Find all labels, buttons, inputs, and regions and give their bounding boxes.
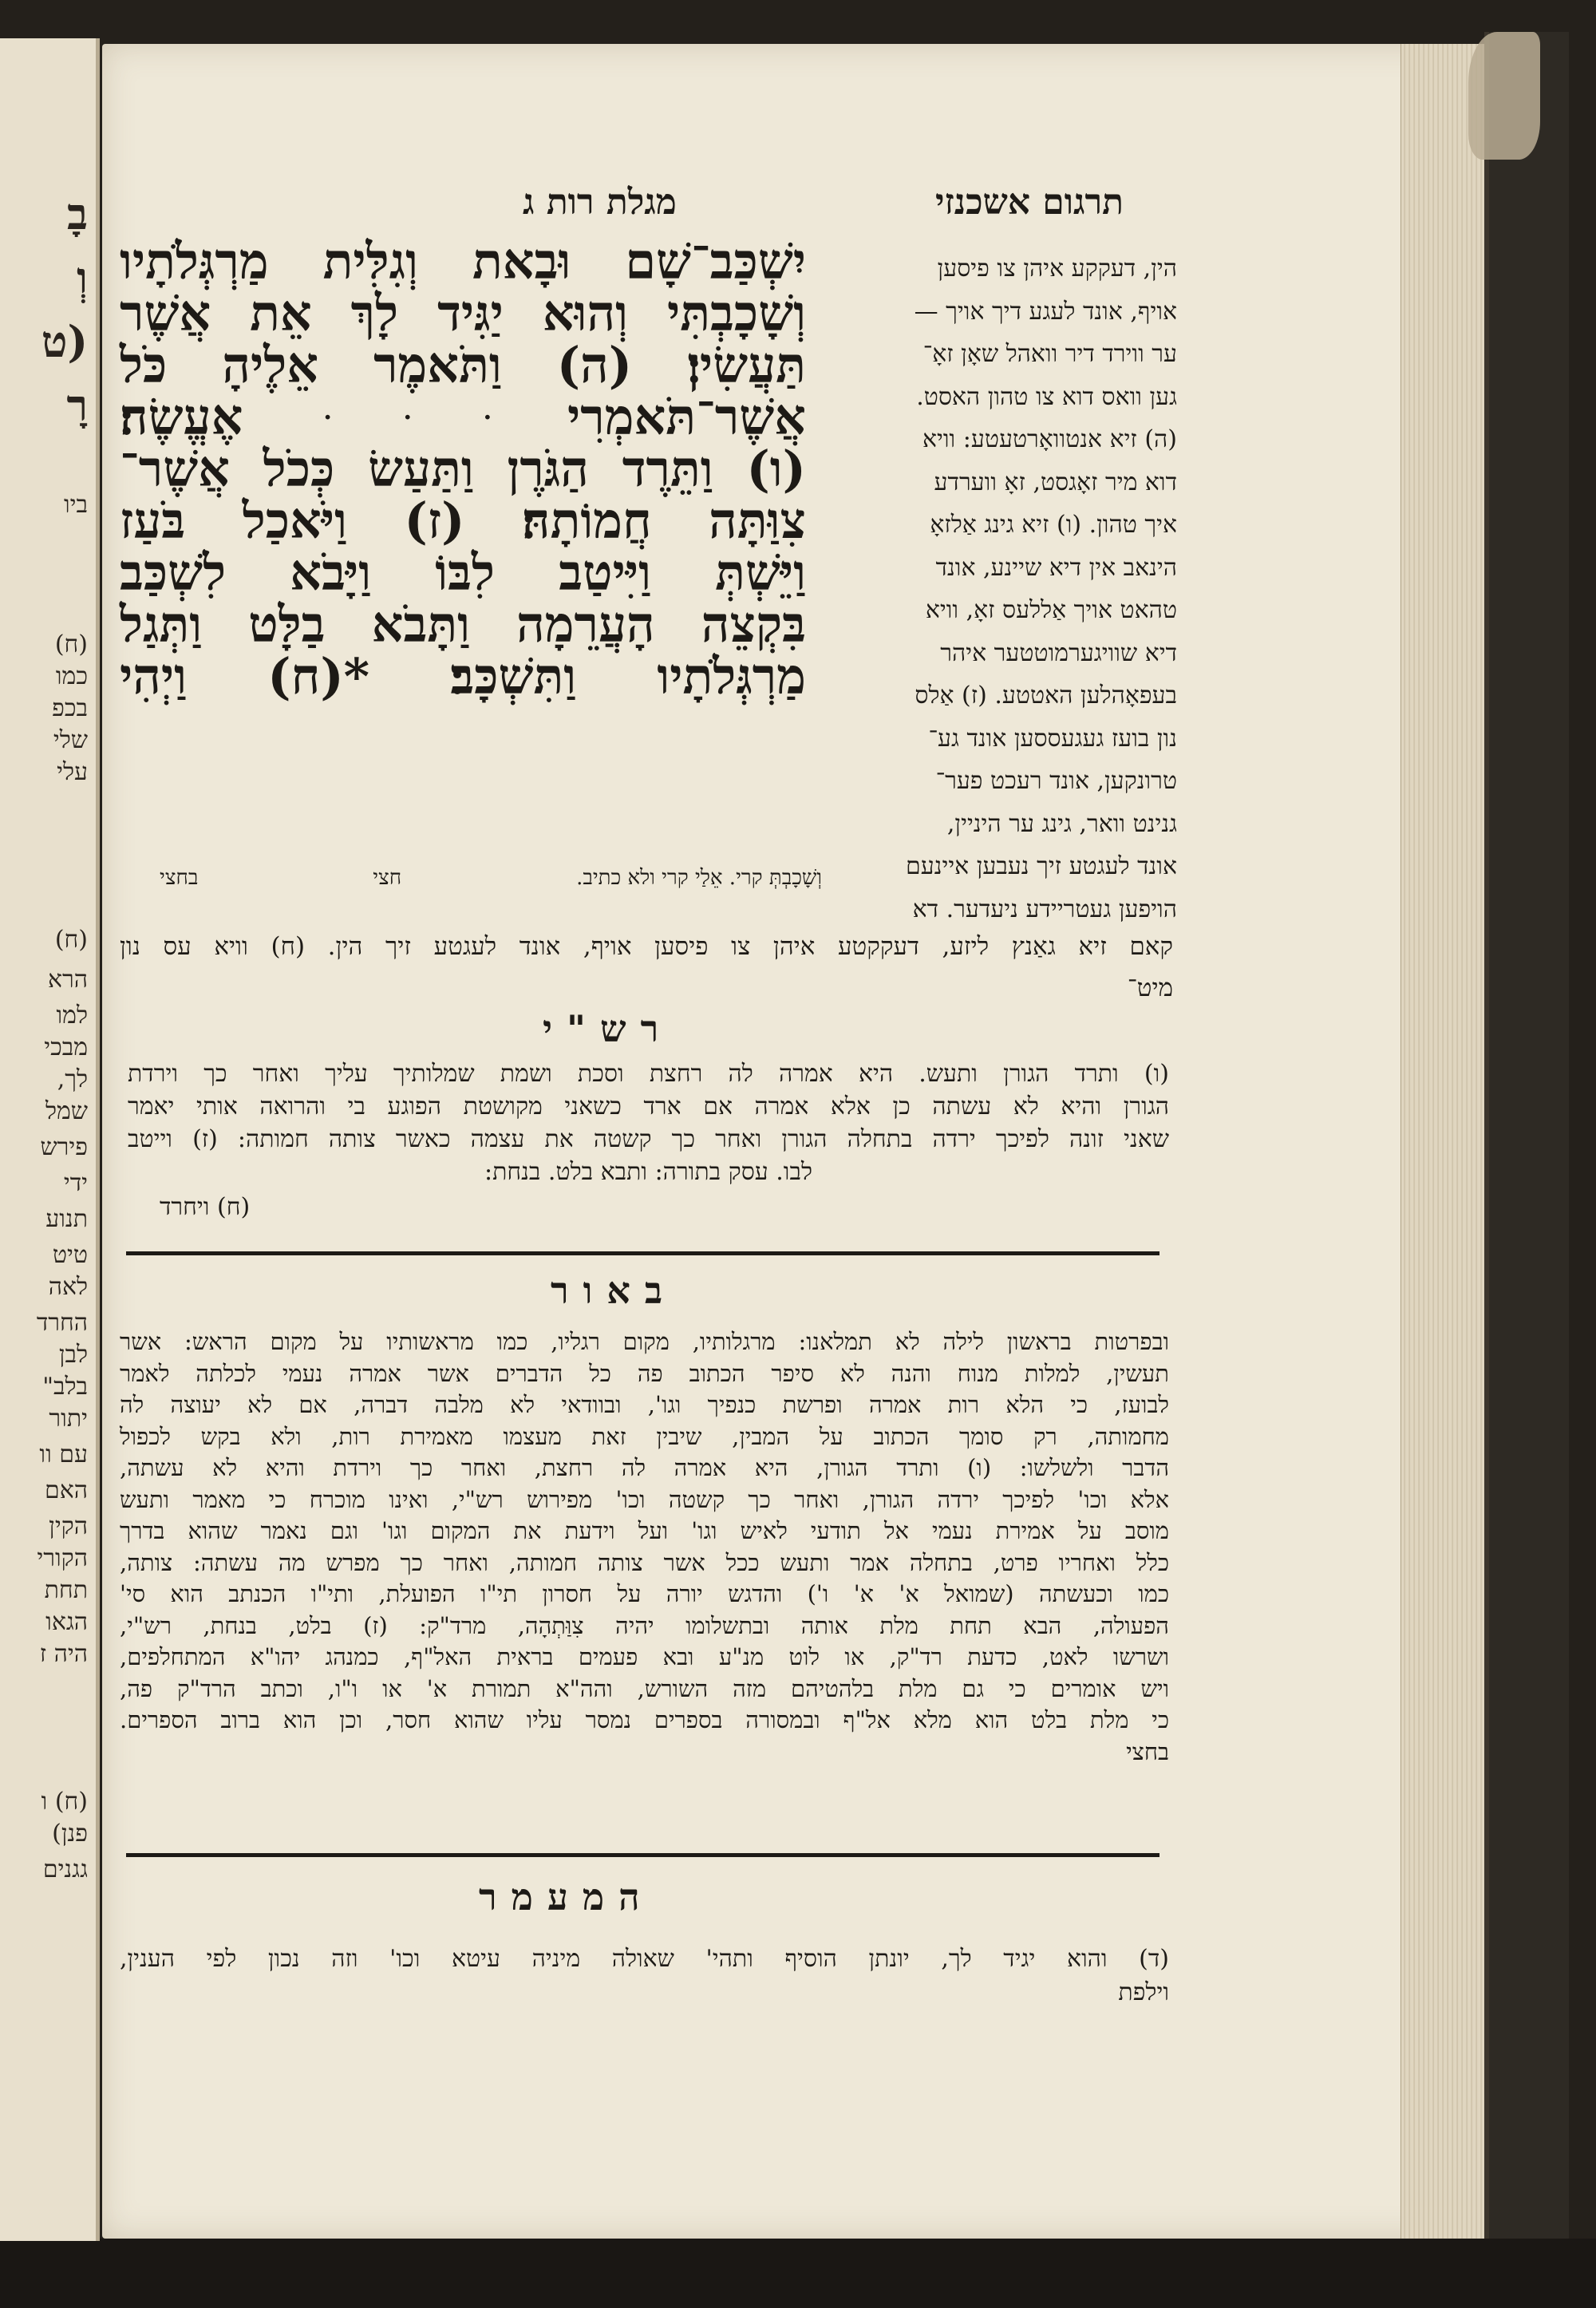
targum-line: (ה) זיא אנטוואָרטעטע: וויא bbox=[922, 425, 1177, 453]
beur-line: כמו וכעשתה (שמואל א' א' ו') והדגש יורה על חסרון תי"ו הפועלת, ותי"ו הכנתב הוא סי' bbox=[120, 1580, 1169, 1607]
running-header-targum: תרגום אשכנזי bbox=[934, 182, 1124, 223]
beur-line: לבועז, כי הלא רות אמרה ופרשת כנפיך וגו', ובוודאי לא מלבה דברה, אם לא יעוצה לה bbox=[120, 1391, 1169, 1418]
targum-line: הין, דעקקע איהן צו פיסען bbox=[937, 255, 1177, 283]
verse-line: (ו) וַתֵּרֶד הַגֹּרֶן וַתַּעַשׂ כְּכֹל אֲשֶׁר־ bbox=[120, 440, 806, 498]
left-page-text-fragment: הרא bbox=[48, 966, 88, 994]
worn-corner bbox=[1468, 32, 1540, 160]
left-page-text-fragment: רָ bbox=[66, 380, 88, 431]
rashi-commentary bbox=[128, 1057, 1169, 1188]
left-page-text-fragment: לך, bbox=[57, 1065, 88, 1093]
verse-line: אֲשֶׁר־תֹּאמְרִי ּ ּ ּ אֶעֱשֶׂה׃ bbox=[120, 388, 806, 446]
rashi-line: הגורן והיא לא עשתה כן אלא אמרה אם ארד כשאני מקושטת הפוגע בי והרואה אותי יאמר bbox=[128, 1093, 1169, 1120]
left-page-text-fragment: בלב" bbox=[42, 1373, 88, 1401]
rashi-line: לבו. עסק בתורה: ותבא בלט. בנחת: bbox=[484, 1158, 812, 1186]
targum-line: בעפאָהלען האטטע. (ז) אַלס bbox=[915, 682, 1177, 709]
beur-line: ויש אומרים כי גם מלת בלהטיהם מזה השורש, והה"א תמורת א' או ו"ו, וכתב הרד"ק פה, bbox=[120, 1674, 1169, 1702]
running-header-ruth: מגלת רות ג bbox=[523, 182, 677, 223]
targum-line: אויף, אונד לעגע דיך אויך — bbox=[914, 297, 1177, 326]
left-page-text-fragment: וְ bbox=[77, 252, 88, 303]
rashi-title: רש"י bbox=[543, 1007, 674, 1050]
left-page-text-fragment: עם וו bbox=[39, 1441, 88, 1468]
rashi-catchword: (ח) ויחרד bbox=[160, 1193, 251, 1221]
rashi-line: (ו) ותרד הגורן ותעש. היא אמרה לה רחצת וסכת ושמת שמלותיך עליך ואחר כך וירדת bbox=[128, 1060, 1169, 1088]
left-page-text-fragment: תחת bbox=[44, 1576, 88, 1604]
targum-continuation-line: קאם זיא גאַנץ ליזע, דעקקטע איהן צו פיסען אויף, אונד לעגטע זיך הין. (ח) וויא עס נון bbox=[120, 932, 1173, 961]
hamaamar-title: המעמר bbox=[479, 1875, 654, 1919]
catchword: בחצי bbox=[160, 866, 199, 890]
targum-line: גנינט וואר, גינג ער היניין, bbox=[946, 809, 1177, 838]
left-page-text-fragment: טיט bbox=[52, 1241, 88, 1269]
left-page-text-fragment: מבכי bbox=[44, 1033, 88, 1061]
left-page-fragment bbox=[0, 38, 100, 2241]
left-page-text-fragment: גגנים bbox=[42, 1855, 88, 1883]
targum-line: הינאב אין דיא שיינע, אונד bbox=[935, 553, 1177, 582]
page-fore-edge bbox=[1400, 44, 1485, 2239]
verse-line: יִשְׁכַּב־שָׁם וּבָאת וְגִלִּית מַרְגְּלֹתָיו bbox=[120, 232, 806, 290]
verse-line: מַרְגְּלֹתָיו וַתִּשְׁכָּב׃ *(ח) וַיְהִי bbox=[120, 647, 806, 705]
left-page-text-fragment: שמל bbox=[45, 1097, 88, 1125]
beur-line: אלא וכו' לפיכך ירדה הגורן, ואחר כך קשטה וכו' מפירוש רש"י, ואינו מוכרח כי מאמר ותעש bbox=[120, 1485, 1169, 1513]
targum-line: גען וואס דוא צו טהון האסט. bbox=[916, 382, 1177, 411]
section-divider bbox=[126, 1853, 1159, 1857]
verse-line: וְשָׁכָבְתִּי וְהוּא יַגִּיד לָךְ אֵת אֲשֶׁר bbox=[120, 284, 806, 342]
left-page-text-fragment: פירש bbox=[40, 1133, 88, 1161]
targum-continuation-line: מיט־ bbox=[1127, 974, 1173, 1002]
left-page-text-fragment: ביו bbox=[64, 491, 88, 519]
targum-line: נון בועז געגעססען אונד גע־ bbox=[928, 724, 1177, 753]
targum-line: דיא שוויגערמוטטער איהר bbox=[940, 638, 1177, 667]
verse-line: וַיֵּשְׁתְּ וַיִּיטַב לִבּוֹ וַיָּבֹא לִשְׁכַּב bbox=[120, 543, 806, 602]
left-page-text-fragment: עלי bbox=[57, 758, 88, 786]
beur-catchword: בחצי bbox=[1126, 1737, 1169, 1765]
hamaamar-line: (ד) והוא יגיד לך, יונתן הוסיף ותהי' שאולה מיניה עיטא וכו' וזה נכון לפי הענין, bbox=[120, 1945, 1169, 1973]
book-cover-edge bbox=[1484, 32, 1569, 2259]
beur-line: כלל ואחריו פרט, בתחלה אמר ותעש ככל אשר צותה חמותה, ואחר כך מפרש מה עשתה: צותה, bbox=[120, 1548, 1169, 1576]
biblical-text bbox=[120, 232, 806, 705]
left-page-text-fragment: האם bbox=[45, 1476, 88, 1504]
targum-continuation bbox=[120, 926, 1173, 1009]
left-page-text-fragment: הקין bbox=[49, 1512, 88, 1540]
left-page-text-fragment: (ח) bbox=[54, 926, 88, 954]
left-page-text-fragment: (ט bbox=[41, 316, 88, 367]
hamaamar-catchword: וילפת bbox=[1118, 1978, 1169, 2006]
rashi-line: שאני זונה לפיכך ירדה בתחלה הגורן ואחר כך קשטה את עצמה כאשר צותה חמותה: (ז) וייטב bbox=[128, 1125, 1169, 1153]
beur-line: הפעולה, הבא תחת מלת אותה ובתשלומו יהיה צִוַּתְהָה, מרד"ק: (ז) בלט, בנחת, רש"י, bbox=[120, 1611, 1169, 1639]
beur-line: מוסב על אמירת נעמי אל תודעי לאיש וגו' ועל וידעת את המקום וגו' וגם נאמר שהוא בדרך bbox=[120, 1517, 1169, 1544]
targum-line: טרונקען, אונד רעכט פער־ bbox=[935, 767, 1177, 795]
beur-line: הדבר ולשלשו: (ו) ותרד הגורן, היא אמרה לה רחצת, ואחר כך וירדת והיא לא עשתה, bbox=[120, 1454, 1169, 1481]
beur-line: מחמותה, רק סומך הכתוב על המבין, שיבין זאת מעצמו מאמירת רות, ולא בקש לכפול bbox=[120, 1422, 1169, 1450]
targum-line: אונד לעגטע זיך נעבען איינעם bbox=[906, 852, 1177, 880]
left-page-text-fragment: (ח) ו bbox=[41, 1788, 88, 1816]
targum-line: ער ווירד דיר וואהל שאָן זאָ־ bbox=[922, 340, 1177, 368]
left-page-text-fragment: בכפ bbox=[52, 694, 88, 722]
beur-line: ובפרטות בראשון לילה לא תמלאנו: מרגלותיו, מקום רגליו, כמו מראשותיו על מקום הראש: אשר bbox=[120, 1328, 1169, 1355]
kri-note: וְשָׁכָבְתְּ קרי. אֵלַי קרי ולא כתיב. bbox=[576, 866, 822, 890]
left-page-text-fragment: שלי bbox=[53, 726, 88, 754]
left-page-text-fragment: כמו bbox=[55, 662, 88, 690]
targum-line: איך טהון. (ו) זיא גינג אַלזאָ bbox=[930, 511, 1177, 539]
left-page-text-fragment: הקורי bbox=[37, 1544, 88, 1572]
left-page-text-fragment: הגאו bbox=[45, 1608, 88, 1636]
left-page-text-fragment: פנן) bbox=[52, 1820, 88, 1848]
left-page-text-fragment: למו bbox=[56, 1002, 88, 1030]
left-page-text-fragment: בָ bbox=[66, 188, 88, 239]
beur-title: באור bbox=[551, 1269, 678, 1312]
beur-commentary bbox=[120, 1326, 1169, 1768]
chatzi-note: חצי bbox=[373, 866, 402, 890]
verse-line: צִוַּתָּה חֲמוֹתָהּ׃ (ז) וַיֹּאכַל בֹּעַז bbox=[120, 492, 806, 550]
beur-line: תעשין, למלות מנוח והנה לא סיפר הכתוב פה כל הדברים אשר אמרה נעמי לכלתה לאמר bbox=[120, 1359, 1169, 1387]
beur-line: ושרשו לאט, כדעת רד"ק, או לוט מנ"ע ובא פעמים בראית האל"ף, כמנהג יהו"א המתחלפים, bbox=[120, 1643, 1169, 1670]
targum-column bbox=[814, 247, 1177, 931]
section-divider bbox=[126, 1251, 1159, 1255]
beur-line: כי מלת בלט הוא מלא אל"ף ובמסורה בספרים נמסר עליו שהוא חסר, וכן הוא ברוב הספרים. bbox=[120, 1706, 1169, 1733]
left-page-text-fragment: לאה bbox=[48, 1273, 88, 1301]
left-page-text-fragment: תנוע bbox=[45, 1205, 88, 1233]
masoretic-notes bbox=[160, 866, 822, 890]
left-page-text-fragment: (ח) bbox=[54, 630, 88, 658]
left-page-text-fragment: יתור bbox=[49, 1405, 88, 1433]
left-page-text-fragment: החרד bbox=[36, 1309, 88, 1337]
targum-line: הויפען געטריידע ניעדער. דא bbox=[912, 895, 1177, 923]
hamaamar-commentary bbox=[120, 1942, 1169, 2010]
left-page-text-fragment: לבן bbox=[58, 1341, 88, 1369]
book-cover-bottom bbox=[0, 2239, 1596, 2308]
left-page-text-fragment: היה ז bbox=[39, 1640, 88, 1668]
targum-line: דוא מיר זאָגסט, זאָ ווערדע bbox=[934, 468, 1177, 496]
verse-line: בִּקְצֵה הָעֲרֵמָה וַתָּבֹא בַלָּט וַתְּגַל bbox=[120, 595, 806, 654]
targum-line: טהאט אויך אַללעס זאָ, וויא bbox=[925, 596, 1177, 624]
left-page-text-fragment: ידי bbox=[63, 1169, 88, 1197]
verse-line: תַּעֲשִׂין׃ (ה) וַתֹּאמֶר אֵלֶיהָ כֹּל bbox=[120, 336, 806, 394]
